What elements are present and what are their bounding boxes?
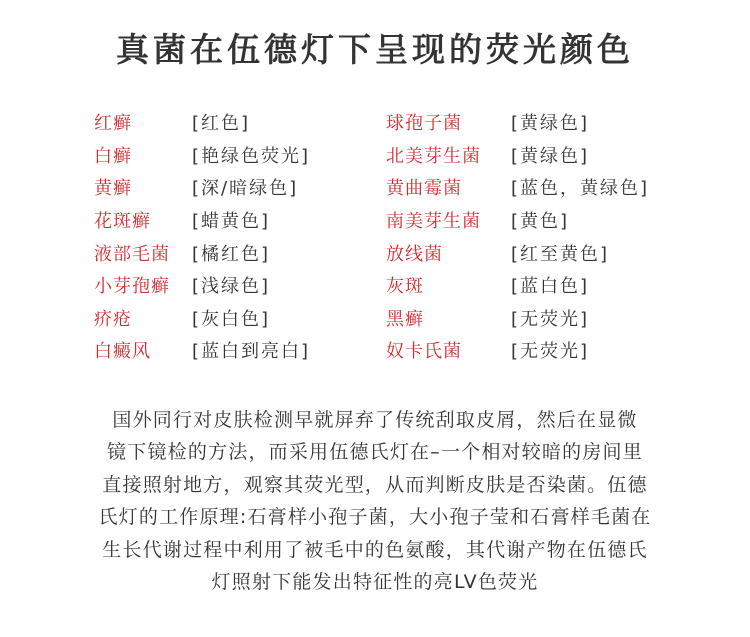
list-item (386, 204, 649, 237)
fungus-name: 白癣 (94, 145, 132, 167)
fluorescence-color: [蜡黄色] (192, 211, 271, 233)
list-item (386, 171, 649, 204)
list-item (94, 302, 310, 335)
fungus-name: 放线菌 (386, 243, 443, 265)
list-item (386, 334, 649, 367)
paragraph-line: 国外同行对皮肤检测早就屏弃了传统刮取皮屑，然后在显微 (112, 409, 638, 431)
fungus-list-right (386, 106, 649, 367)
fungus-name: 球孢子菌 (386, 113, 462, 135)
paragraph-line: 氏灯的工作原理:石膏样小孢子菌，大小孢子莹和石膏样毛菌在 (98, 506, 652, 529)
list-item (386, 106, 649, 139)
fluorescence-color: [橘红色] (192, 243, 271, 265)
fungus-name: 花斑癣 (94, 211, 151, 233)
fluorescence-color: [蓝色，黄绿色] (511, 178, 650, 200)
fluorescence-color: [艳绿色荧光] (192, 145, 311, 167)
list-item (94, 139, 310, 172)
fluorescence-color: [黄绿色] (511, 145, 590, 167)
fluorescence-color: [浅绿色] (192, 276, 271, 298)
list-item (94, 334, 310, 367)
fungus-name: 黄癣 (94, 178, 132, 200)
fluorescence-color: [红色] (192, 113, 251, 135)
paragraph-line: 镜下镜检的方法，而采用伍德氏灯在–一个相对较暗的房间里 (107, 441, 643, 464)
fluorescence-color: [红至黄色] (511, 243, 610, 265)
fungus-name: 疥疮 (94, 308, 132, 330)
list-item (386, 139, 649, 172)
fluorescence-color: [无荧光] (511, 308, 590, 330)
fungus-name: 液部毛菌 (94, 243, 170, 265)
list-item (94, 204, 310, 237)
fluorescence-color: [黄绿色] (511, 113, 590, 135)
fungus-name: 黑癣 (386, 308, 424, 330)
fungus-name: 白癜风 (94, 341, 151, 363)
fungus-name: 小芽孢癣 (94, 276, 170, 298)
fungus-name: 南美芽生菌 (386, 211, 481, 233)
list-item (94, 269, 310, 302)
fungus-name: 灰斑 (386, 276, 424, 298)
fluorescence-color: [无荧光] (511, 341, 590, 363)
list-item (94, 171, 310, 204)
fungus-list-left (94, 106, 310, 367)
fungus-name: 黄曲霉菌 (386, 178, 462, 200)
paragraph-line: 灯照射下能发出特征性的亮LV色荧光 (211, 571, 539, 594)
fungus-name: 奴卡氏菌 (386, 341, 462, 363)
paragraph-line: 直接照射地方，观察其荧光型，从而判断皮肤是否染菌。伍德 (102, 473, 648, 496)
list-item (386, 302, 649, 335)
description-paragraph (40, 404, 710, 598)
paragraph-line: 生长代谢过程中利用了被毛中的色氨酸，其代谢产物在伍德氏 (102, 538, 648, 561)
fluorescence-color: [黄色] (511, 211, 570, 233)
list-item (94, 236, 310, 269)
fungus-name: 北美芽生菌 (386, 145, 481, 167)
fluorescence-color: [蓝白色] (511, 276, 590, 298)
page-title: 真菌在伍德灯下呈现的荧光颜色 (116, 30, 634, 69)
fluorescence-color: [灰白色] (192, 308, 271, 330)
fluorescence-color: [深/暗绿色] (192, 178, 299, 200)
list-item (386, 269, 649, 302)
fungus-name: 红癣 (94, 113, 132, 135)
list-item (386, 236, 649, 269)
fluorescence-color: [蓝白到亮白] (192, 341, 311, 363)
list-item (94, 106, 310, 139)
